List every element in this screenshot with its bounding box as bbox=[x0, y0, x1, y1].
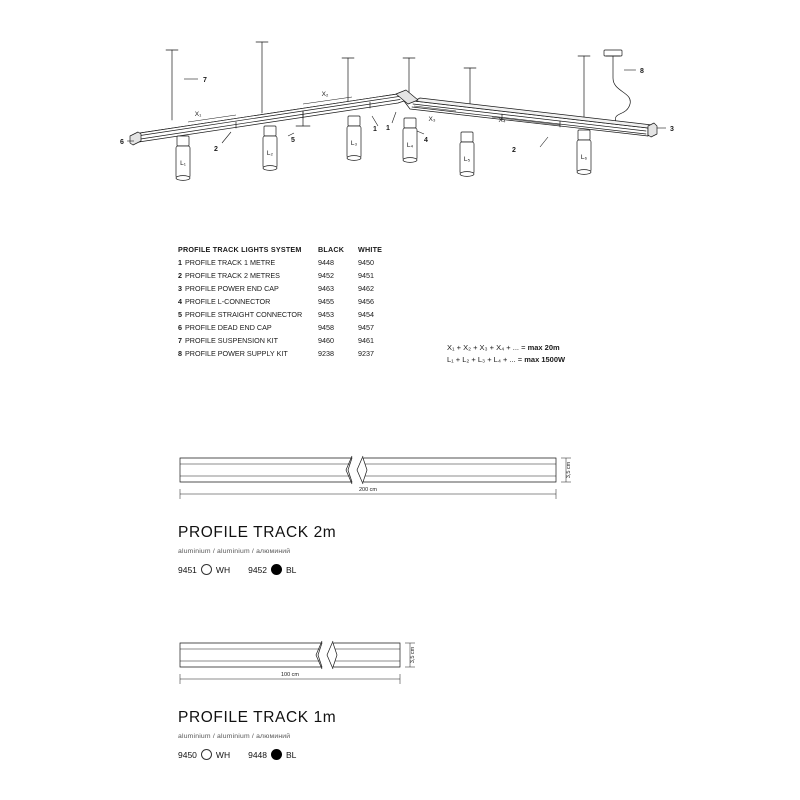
row-black-code: 9458 bbox=[318, 323, 334, 332]
row-black-code: 9238 bbox=[318, 349, 334, 358]
dimension-length-2m: 200 cm bbox=[358, 487, 378, 493]
code-black-2m: 9452 bbox=[248, 564, 268, 575]
luminaire-label-L5: L₅ bbox=[463, 156, 471, 163]
code-white-suffix-1m: WH bbox=[215, 749, 231, 760]
limit-length-line: X₁ + X₂ + X₃ + X₄ + ... = max 20m bbox=[447, 343, 560, 352]
table-header-name: PROFILE TRACK LIGHTS SYSTEM bbox=[178, 246, 302, 254]
product-1m-svg bbox=[0, 633, 800, 743]
row-white-code: 9456 bbox=[358, 297, 374, 306]
callout-6: 6 bbox=[120, 139, 124, 146]
code-black-suffix-2m: BL bbox=[286, 564, 297, 575]
product-2m-drawing bbox=[0, 448, 800, 563]
callout-1-right: 1 bbox=[386, 125, 390, 132]
row-index: 8 bbox=[178, 350, 182, 358]
row-white-code: 9461 bbox=[358, 336, 374, 345]
luminaire-label-L3: L₃ bbox=[350, 140, 358, 147]
row-name: PROFILE POWER SUPPLY KIT bbox=[185, 350, 288, 358]
system-limits bbox=[447, 342, 565, 365]
row-white-code: 9454 bbox=[358, 310, 374, 319]
luminaire-label-L4: L₄ bbox=[406, 142, 414, 149]
table-header-white: WHITE bbox=[358, 245, 383, 254]
code-black-suffix-1m: BL bbox=[286, 749, 297, 760]
row-white-code: 9450 bbox=[358, 258, 374, 267]
color-swatch-white-icon bbox=[201, 564, 212, 575]
callout-5: 5 bbox=[291, 137, 295, 144]
callout-2-right: 2 bbox=[512, 147, 516, 154]
row-white-code: 9457 bbox=[358, 323, 374, 332]
track-system-diagram-svg bbox=[0, 0, 800, 230]
color-swatch-black-icon bbox=[271, 749, 282, 760]
code-white-2m: 9451 bbox=[178, 564, 197, 575]
parts-table bbox=[178, 246, 398, 363]
row-index: 6 bbox=[178, 324, 182, 332]
product-codes-1m bbox=[178, 749, 296, 760]
dimension-length-1m: 100 cm bbox=[280, 672, 300, 678]
code-white-suffix-2m: WH bbox=[215, 564, 231, 575]
row-name: PROFILE DEAD END CAP bbox=[185, 324, 272, 332]
code-black-1m: 9448 bbox=[248, 749, 268, 760]
callout-4: 4 bbox=[424, 137, 428, 144]
row-index: 5 bbox=[178, 311, 182, 319]
span-label-x4: X₄ bbox=[498, 117, 506, 124]
luminaire-label-L2: L₂ bbox=[266, 150, 274, 157]
callout-2-left: 2 bbox=[214, 146, 218, 153]
row-black-code: 9460 bbox=[318, 336, 334, 345]
row-name: PROFILE SUSPENSION KIT bbox=[185, 337, 279, 345]
row-black-code: 9452 bbox=[318, 271, 334, 280]
dimension-height-2m: 3,5 cm bbox=[566, 461, 572, 479]
span-label-x2: X₂ bbox=[321, 91, 329, 98]
dimension-height-1m: 3,5 cm bbox=[410, 646, 416, 664]
track-system-diagram bbox=[0, 0, 800, 230]
row-name: PROFILE STRAIGHT CONNECTOR bbox=[185, 311, 303, 319]
color-swatch-black-icon bbox=[271, 564, 282, 575]
row-index: 3 bbox=[178, 285, 182, 293]
product-subtitle-2m: aluminium / aluminium / алюминий bbox=[178, 548, 291, 555]
row-name: PROFILE POWER END CAP bbox=[185, 285, 279, 293]
row-index: 7 bbox=[178, 337, 182, 345]
row-white-code: 9462 bbox=[358, 284, 374, 293]
luminaire-label-L1: L₁ bbox=[180, 160, 186, 167]
product-codes-2m bbox=[178, 564, 296, 575]
row-index: 1 bbox=[178, 259, 182, 267]
callout-8: 8 bbox=[640, 68, 644, 75]
row-black-code: 9448 bbox=[318, 258, 334, 267]
row-name: PROFILE TRACK 2 METRES bbox=[185, 272, 280, 280]
table-row bbox=[178, 350, 398, 363]
luminaire-label-L6: L₆ bbox=[580, 154, 588, 161]
product-1m-drawing bbox=[0, 633, 800, 748]
product-2m-svg bbox=[0, 448, 800, 558]
callout-7: 7 bbox=[203, 77, 207, 84]
row-white-code: 9237 bbox=[358, 349, 374, 358]
span-label-x3: X₃ bbox=[428, 116, 436, 123]
callout-1-left: 1 bbox=[373, 126, 377, 133]
product-subtitle-1m: aluminium / aluminium / алюминий bbox=[178, 733, 291, 740]
product-profile-track-2m bbox=[0, 448, 800, 575]
product-profile-track-1m bbox=[0, 633, 800, 760]
table-header-black: BLACK bbox=[318, 245, 345, 254]
row-black-code: 9453 bbox=[318, 310, 334, 319]
product-title-2m: PROFILE TRACK 2m bbox=[178, 524, 337, 541]
row-name: PROFILE TRACK 1 METRE bbox=[185, 259, 276, 267]
row-black-code: 9463 bbox=[318, 284, 334, 293]
row-white-code: 9451 bbox=[358, 271, 374, 280]
row-black-code: 9455 bbox=[318, 297, 334, 306]
row-index: 2 bbox=[178, 272, 182, 280]
code-white-1m: 9450 bbox=[178, 749, 197, 760]
row-name: PROFILE L-CONNECTOR bbox=[185, 298, 271, 306]
row-index: 4 bbox=[178, 298, 182, 306]
span-label-x1: X₁ bbox=[194, 111, 202, 118]
product-title-1m: PROFILE TRACK 1m bbox=[178, 709, 337, 726]
callout-3: 3 bbox=[670, 126, 674, 133]
limit-power-line: L₁ + L₂ + L₃ + L₄ + ... = max 1500W bbox=[447, 354, 566, 364]
color-swatch-white-icon bbox=[201, 749, 212, 760]
